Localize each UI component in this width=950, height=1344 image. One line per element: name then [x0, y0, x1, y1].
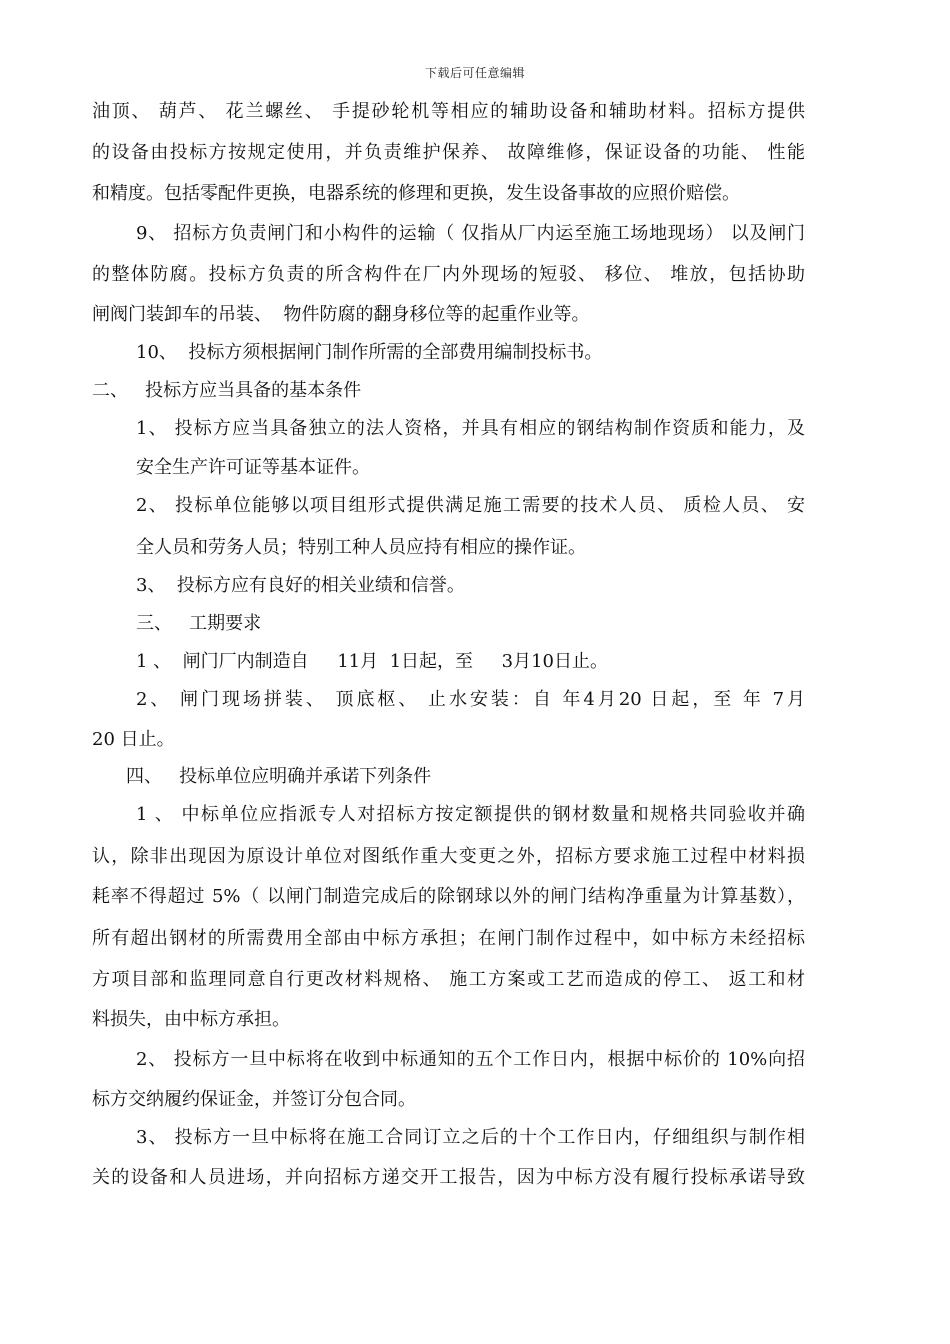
text-line: 认，除非出现因为原设计单位对图纸作重大变更之外，招标方要求施工过程中材料损 — [92, 846, 805, 867]
text-line: 3、 投标方应有良好的相关业绩和信誉。 — [136, 575, 465, 596]
text-line: 1 、 中标单位应指派专人对招标方按定额提供的钢材数量和规格共同验收并确 — [136, 804, 805, 825]
page-header: 下载后可任意编辑 — [424, 66, 525, 80]
text-line: 1 、 闸门厂内制造自 11月 1日起，至 3月10日止。 — [136, 651, 608, 672]
text-line: 1、 投标方应当具备独立的法人资格，并具有相应的钢结构制作资质和能力，及 — [136, 418, 805, 439]
text-line: 闸阀门装卸车的吊装、 物件防腐的翻身移位等的起重作业等。 — [92, 304, 590, 325]
text-line: 料损失，由中标方承担。 — [92, 1009, 290, 1030]
text-line: 2、 投标单位能够以项目组形式提供满足施工需要的技术人员、 质检人员、 安 — [136, 495, 805, 516]
text-line: 关的设备和人员进场，并向招标方递交开工报告，因为中标方没有履行投标承诺导致 — [92, 1167, 805, 1188]
text-line: 标方交纳履约保证金，并签订分包合同。 — [92, 1089, 416, 1110]
section-heading: 四、 投标单位应明确并承诺下列条件 — [126, 766, 432, 787]
text-line: 10、 投标方须根据闸门制作所需的全部费用编制投标书。 — [136, 342, 603, 363]
text-line: 全人员和劳务人员；特别工种人员应持有相应的操作证。 — [136, 537, 586, 558]
text-line: 3、 投标方一旦中标将在施工合同订立之后的十个工作日内，仔细组织与制作相 — [136, 1127, 805, 1148]
text-line: 的整体防腐。投标方负责的所含构件在厂内外现场的短驳、 移位、 堆放，包括协助 — [92, 264, 805, 285]
text-line: 2、 投标方一旦中标将在收到中标通知的五个工作日内，根据中标价的 10%向招 — [136, 1049, 805, 1070]
text-line: 方项目部和监理同意自行更改材料规格、 施工方案或工艺而造成的停工、 返工和材 — [92, 969, 805, 990]
text-line: 安全生产许可证等基本证件。 — [136, 457, 370, 478]
text-line: 所有超出钢材的所需费用全部由中标方承担；在闸门制作过程中，如中标方未经招标 — [92, 928, 805, 949]
section-heading: 二、 投标方应当具备的基本条件 — [92, 380, 362, 401]
text-line: 2、 闸门现场拼装、 顶底枢、 止水安装：自 年4月20 日起，至 年 7月 — [136, 689, 805, 710]
text-line: 和精度。包括零配件更换，电器系统的修理和更换，发生设备事故的应照价赔偿。 — [92, 183, 740, 204]
section-heading: 三、 工期要求 — [136, 613, 262, 634]
text-line: 油顶、 葫芦、 花兰螺丝、 手提砂轮机等相应的辅助设备和辅助材料。招标方提供 — [92, 101, 805, 122]
text-line: 20 日止。 — [92, 729, 175, 750]
text-line: 的设备由投标方按规定使用，并负责维护保养、 故障维修，保证设备的功能、 性能 — [92, 142, 805, 163]
text-line: 9、 招标方负责闸门和小构件的运输（ 仅指从厂内运至施工场地现场） 以及闸门 — [136, 223, 805, 244]
text-line: 耗率不得超过 5%（ 以闸门制造完成后的除钢球以外的闸门结构净重量为计算基数）， — [92, 886, 805, 907]
